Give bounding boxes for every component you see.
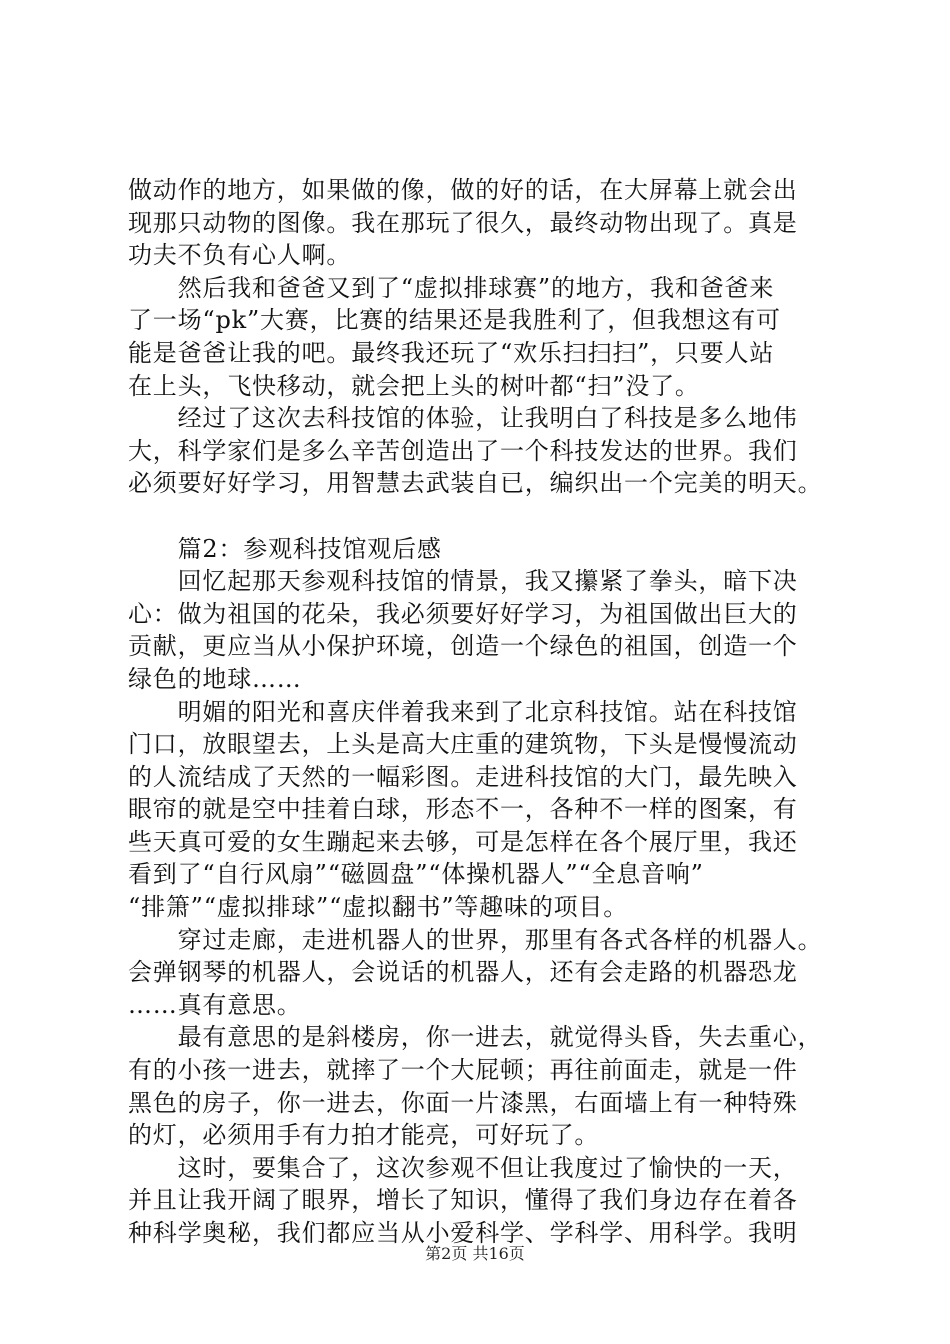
text-line: 看到了“自行风扇”“磁圆盘”“体操机器人”“全息音响” <box>128 860 704 889</box>
text-line: 功夫不负有心人啊。 <box>128 241 352 270</box>
text-line: 大，科学家们是多么辛苦创造出了一个科技发达的世界。我们 <box>128 436 798 465</box>
text-line: 的灯，必须用手有力拍才能亮，可好玩了。 <box>128 1121 600 1150</box>
text-line: “排箫”“虚拟排球”“虚拟翻书”等趣味的项目。 <box>128 893 629 922</box>
text-line: 绿色的地球…… <box>128 664 302 693</box>
text-line: 回忆起那天参观科技馆的情景，我又攥紧了拳头，暗下决 <box>128 567 798 596</box>
text-line: 些天真可爱的女生蹦起来去够，可是怎样在各个展厅里，我还 <box>128 827 798 856</box>
text-line: 能是爸爸让我的吧。最终我还玩了“欢乐扫扫扫”，只要人站 <box>128 338 775 367</box>
text-line: 穿过走廊，走进机器人的世界，那里有各式各样的机器人。 <box>128 925 823 954</box>
text-line: 贡献，更应当从小保护环境，创造一个绿色的祖国，创造一个 <box>128 632 798 661</box>
text-line: 并且让我开阔了眼界，增长了知识，懂得了我们身边存在着各 <box>128 1186 798 1215</box>
text-line: 心：做为祖国的花朵，我必须要好好学习，为祖国做出巨大的 <box>128 599 798 628</box>
text-line: 必须要好好学习，用智慧去武装自已，编织出一个完美的明天。 <box>128 469 823 498</box>
body-text <box>128 174 838 1250</box>
page-footer: 第2页 共16页 <box>425 1244 525 1263</box>
text-line: ……真有意思。 <box>128 990 302 1019</box>
text-line: 种科学奥秘，我们都应当从小爱科学、学科学、用科学。我明 <box>128 1219 798 1247</box>
text-line: 了一场“pk”大赛，比赛的结果还是我胜利了，但我想这有可 <box>128 306 781 335</box>
text-line: 做动作的地方，如果做的像，做的好的话，在大屏幕上就会出 <box>128 176 798 204</box>
text-line: 最有意思的是斜楼房，你一进去，就觉得头昏，失去重心， <box>128 1023 823 1052</box>
text-line: 明媚的阳光和喜庆伴着我来到了北京科技馆。站在科技馆 <box>128 697 798 726</box>
text-line: 篇2：参观科技馆观后感 <box>128 534 442 563</box>
text-line: 眼帘的就是空中挂着白球，形态不一，各种不一样的图案，有 <box>128 795 798 824</box>
blank-line <box>128 500 838 533</box>
text-line: 在上头，飞快移动，就会把上头的树叶都“扫”没了。 <box>128 371 700 400</box>
text-line: 这时，要集合了，这次参观不但让我度过了愉快的一天， <box>128 1153 798 1182</box>
text-line: 门口，放眼望去，上头是高大庄重的建筑物，下头是慢慢流动 <box>128 730 798 759</box>
text-line: 黑色的房子，你一进去，你面一片漆黑，右面墙上有一种特殊 <box>128 1088 798 1117</box>
text-line: 有的小孩一进去，就摔了一个大屁顿；再往前面走，就是一件 <box>128 1056 798 1085</box>
text-line: 然后我和爸爸又到了“虚拟排球赛”的地方，我和爸爸来 <box>128 273 775 302</box>
text-line: 的人流结成了天然的一幅彩图。走进科技馆的大门，最先映入 <box>128 762 798 791</box>
text-line: 现那只动物的图像。我在那玩了很久，最终动物出现了。真是 <box>128 208 798 237</box>
text-line: 经过了这次去科技馆的体验，让我明白了科技是多么地伟 <box>128 404 798 433</box>
text-line: 会弹钢琴的机器人，会说话的机器人，还有会走路的机器恐龙 <box>128 958 798 987</box>
